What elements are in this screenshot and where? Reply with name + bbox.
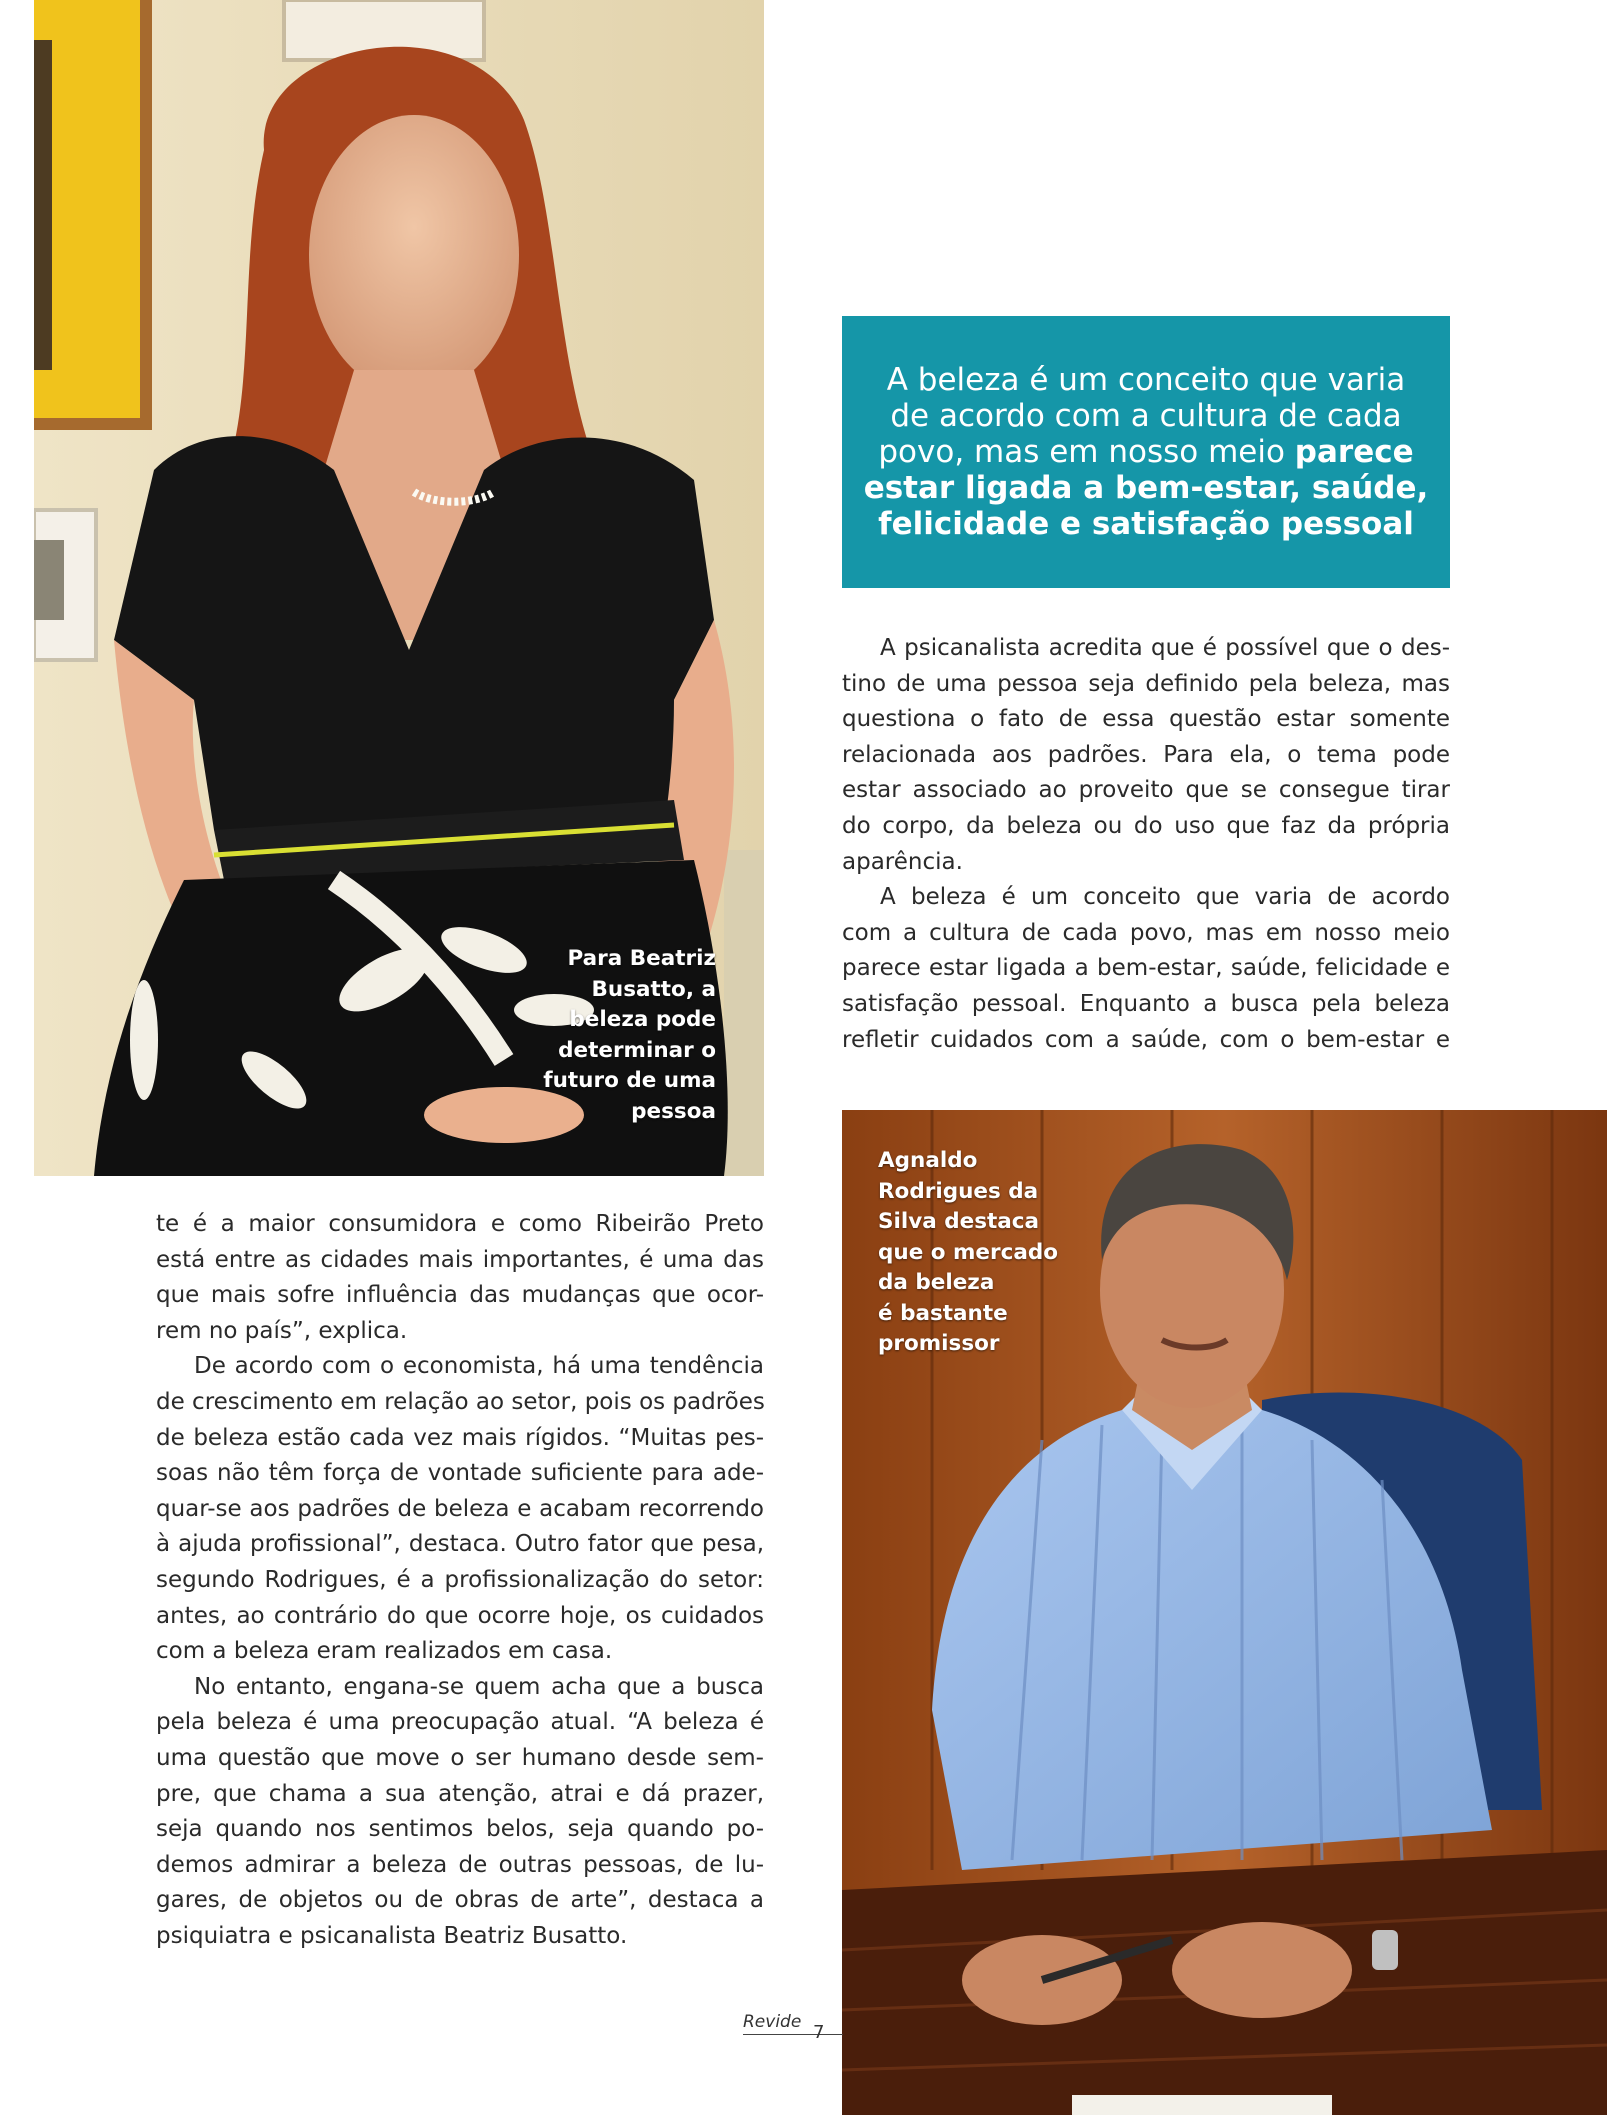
body-line: psiquiatra e psicanalista Beatriz Busatto. [156, 1922, 628, 1949]
caption-line: da beleza [878, 1270, 995, 1295]
body-line: com a cultura de cada povo, mas em nosso meio [842, 919, 1450, 946]
body-line: de beleza estão cada vez mais rígidos. “Muitas pes- [156, 1424, 764, 1451]
pull-quote-box [842, 316, 1450, 588]
article-column-right [842, 631, 1450, 1058]
body-line: relacionada aos padrões. Para ela, o tema pode [842, 741, 1450, 768]
body-line: pre, que chama a sua atenção, atrai e dá prazer, [156, 1780, 764, 1807]
body-line: rem no país”, explica. [156, 1317, 408, 1344]
body-line: A psicanalista acredita que é possível que o des- [880, 635, 1450, 661]
body-line: questiona o fato de essa questão estar somente [842, 706, 1450, 733]
caption-line: beleza pode [569, 1007, 716, 1032]
photo-caption-right [878, 1146, 1088, 1360]
caption-line: determinar o [558, 1037, 716, 1063]
caption-line: futuro de uma [543, 1068, 716, 1093]
caption-line: Para Beatriz [567, 946, 716, 971]
caption-line: pessoa [631, 1098, 716, 1124]
body-line: soas não têm força de vontade suficiente para ade- [156, 1460, 764, 1487]
body-line: pela beleza é uma preocupação atual. “A beleza é [156, 1709, 764, 1736]
body-line: à ajuda profissional”, destaca. Outro fator que pesa, [156, 1531, 764, 1558]
body-line: antes, ao contrário do que ocorre hoje, os cuidados [156, 1602, 764, 1629]
pull-quote-line: de acordo com a cultura de cada [890, 398, 1402, 434]
pull-quote-line: felicidade e satisfação pessoal [878, 506, 1414, 542]
caption-line: Busatto, a [591, 976, 716, 1002]
pull-quote-line: A beleza é um conceito que varia [886, 362, 1406, 398]
footer-rule [743, 2034, 843, 2035]
body-line: aparência. [842, 848, 963, 875]
body-line: com a beleza eram realizados em casa. [156, 1638, 613, 1665]
photo-beatriz-busatto [34, 0, 764, 1176]
caption-line: que o mercado [878, 1239, 1059, 1265]
caption-line: é bastante [878, 1300, 1008, 1326]
body-line: está entre as cidades mais importantes, é uma das [156, 1246, 764, 1273]
body-line: De acordo com o economista, há uma tendência [194, 1353, 764, 1380]
pull-quote-line: estar ligada a bem-estar, saúde, [863, 470, 1429, 506]
article-column-left [156, 1207, 764, 1954]
pull-quote-bold-part: parece [1294, 434, 1414, 470]
caption-line: Agnaldo [878, 1148, 978, 1173]
body-line: gares, de objetos ou de obras de arte”, destaca a [156, 1887, 764, 1914]
body-line: uma questão que move o ser humano desde sem- [156, 1744, 764, 1771]
body-line: quar-se aos padrões de beleza e acabam recorrendo [156, 1495, 764, 1522]
body-line: seja quando nos sentimos belos, seja quando po- [156, 1816, 764, 1843]
body-line: tino de uma pessoa seja definido pela beleza, mas [842, 670, 1450, 697]
magazine-name: Revide [743, 2012, 802, 2032]
caption-line: promissor [878, 1331, 1000, 1356]
body-line: refletir cuidados com a saúde, com o bem-estar e [842, 1026, 1450, 1053]
page-footer [743, 2012, 825, 2043]
body-line: segundo Rodrigues, é a profissionalização do setor: [156, 1566, 764, 1593]
page-number: 7 [813, 2022, 825, 2043]
body-line: estar associado ao proveito que se consegue tirar [842, 777, 1450, 804]
body-line: que mais sofre influência das mudanças que ocor- [156, 1282, 764, 1309]
photo-agnaldo-rodrigues [842, 1110, 1607, 2115]
body-line: do corpo, da beleza ou do uso que faz da própria [842, 812, 1450, 839]
body-line: parece estar ligada a bem-estar, saúde, felicidade e [842, 955, 1450, 982]
body-line: demos admirar a beleza de outras pessoas, de lu- [156, 1851, 764, 1878]
body-line: de crescimento em relação ao setor, pois os padrões [156, 1388, 765, 1415]
pull-quote-line-mixed [878, 434, 1413, 470]
caption-line: Rodrigues da [878, 1178, 1039, 1204]
pull-quote-regular-part: povo, mas em nosso meio [878, 434, 1295, 470]
caption-line: Silva destaca [878, 1209, 1040, 1234]
body-line: satisfação pessoal. Enquanto a busca pela beleza [842, 990, 1450, 1017]
body-line: No entanto, engana-se quem acha que a busca [194, 1673, 764, 1700]
body-line: te é a maior consumidora e como Ribeirão Preto [156, 1211, 764, 1237]
body-line: A beleza é um conceito que varia de acordo [880, 884, 1450, 911]
photo-caption-left [516, 944, 716, 1127]
